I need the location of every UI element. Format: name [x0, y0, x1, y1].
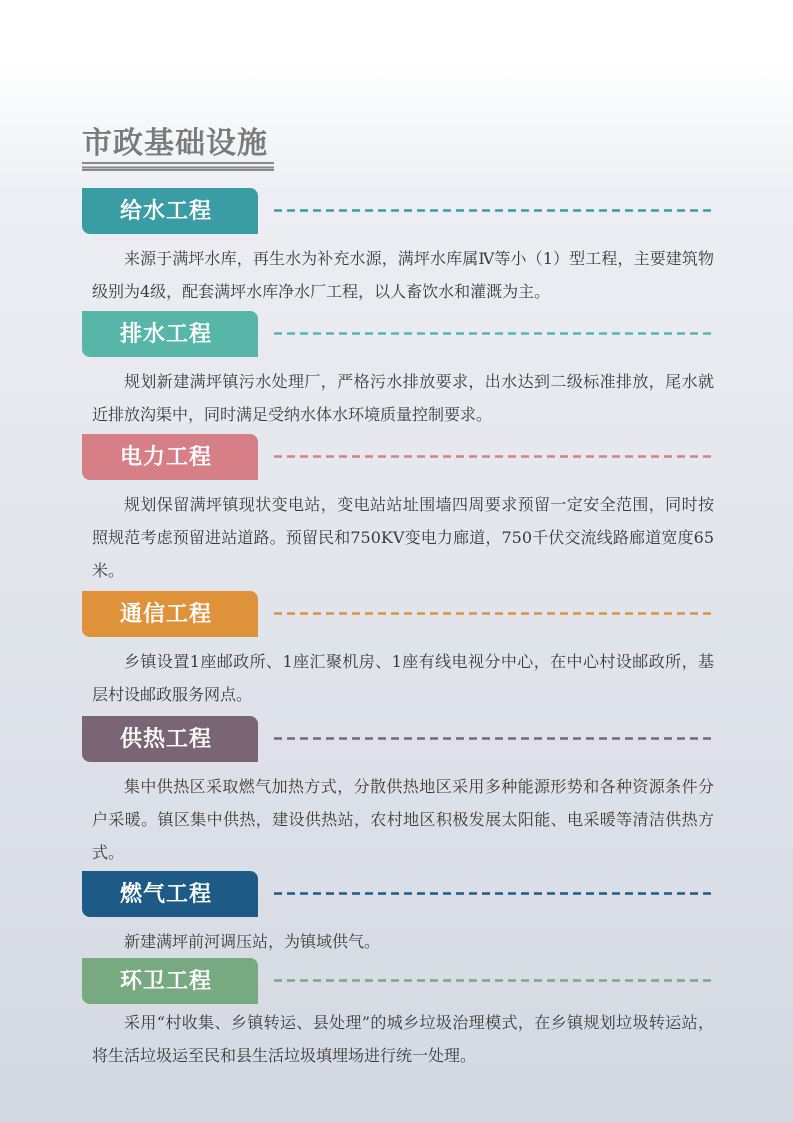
section-telecom	[82, 591, 722, 711]
section-heading: 通信工程	[82, 591, 258, 637]
section-body: 采用“村收集、乡镇转运、县处理”的城乡垃圾治理模式，在乡镇规划垃圾转运站，将生活垃圾运至民和县生活垃圾填埋场进行统一处理。	[92, 1013, 714, 1065]
dashed-divider	[274, 332, 714, 335]
section-heading: 环卫工程	[82, 958, 258, 1004]
title-underline	[82, 162, 274, 171]
section-heading-row	[82, 871, 722, 917]
dashed-divider	[274, 209, 714, 212]
section-body: 新建满坪前河调压站，为镇域供气。	[124, 932, 381, 951]
section-sanitation	[82, 958, 722, 1072]
section-heading: 燃气工程	[82, 871, 258, 917]
section-gas	[82, 871, 722, 958]
section-body: 规划新建满坪镇污水处理厂，严格污水排放要求，出水达到二级标准排放，尾水就近排放沟渠中，同时满足受纳水体水环境质量控制要求。	[92, 372, 714, 424]
page-title: 市政基础设施	[82, 126, 268, 161]
section-heading: 电力工程	[82, 434, 258, 480]
section-heading: 排水工程	[82, 311, 258, 357]
section-heading-row	[82, 311, 722, 357]
dashed-divider	[274, 737, 714, 740]
section-heading-row	[82, 716, 722, 762]
dashed-divider	[274, 612, 714, 615]
dashed-divider	[274, 892, 714, 895]
section-body: 来源于满坪水库，再生水为补充水源，满坪水库属Ⅳ等小（1）型工程，主要建筑物级别为4级，配套满坪水库净水厂工程，以人畜饮水和灌溉为主。	[92, 249, 714, 301]
dashed-divider	[274, 455, 714, 458]
section-power	[82, 434, 722, 587]
section-water-supply	[82, 188, 722, 308]
section-body: 规划保留满坪镇现状变电站，变电站站址围墙四周要求预留一定安全范围，同时按照规范考虑预留进站道路。预留民和750KV变电力廊道，750千伏交流线路廊道宽度65米。	[92, 495, 714, 580]
section-heading-row	[82, 958, 722, 1004]
section-heading-row	[82, 591, 722, 637]
section-drainage	[82, 311, 722, 431]
section-heading-row	[82, 188, 722, 234]
section-body: 乡镇设置1座邮政所、1座汇聚机房、1座有线电视分中心，在中心村设邮政所，基层村设邮政服务网点。	[92, 652, 714, 704]
dashed-divider	[274, 979, 714, 982]
section-heating	[82, 716, 722, 869]
section-heading: 给水工程	[82, 188, 258, 234]
section-body: 集中供热区采取燃气加热方式，分散供热地区采用多种能源形势和各种资源条件分户采暖。镇区集中供热，建设供热站，农村地区积极发展太阳能、电采暖等清洁供热方式。	[92, 777, 714, 862]
section-heading-row	[82, 434, 722, 480]
section-heading: 供热工程	[82, 716, 258, 762]
